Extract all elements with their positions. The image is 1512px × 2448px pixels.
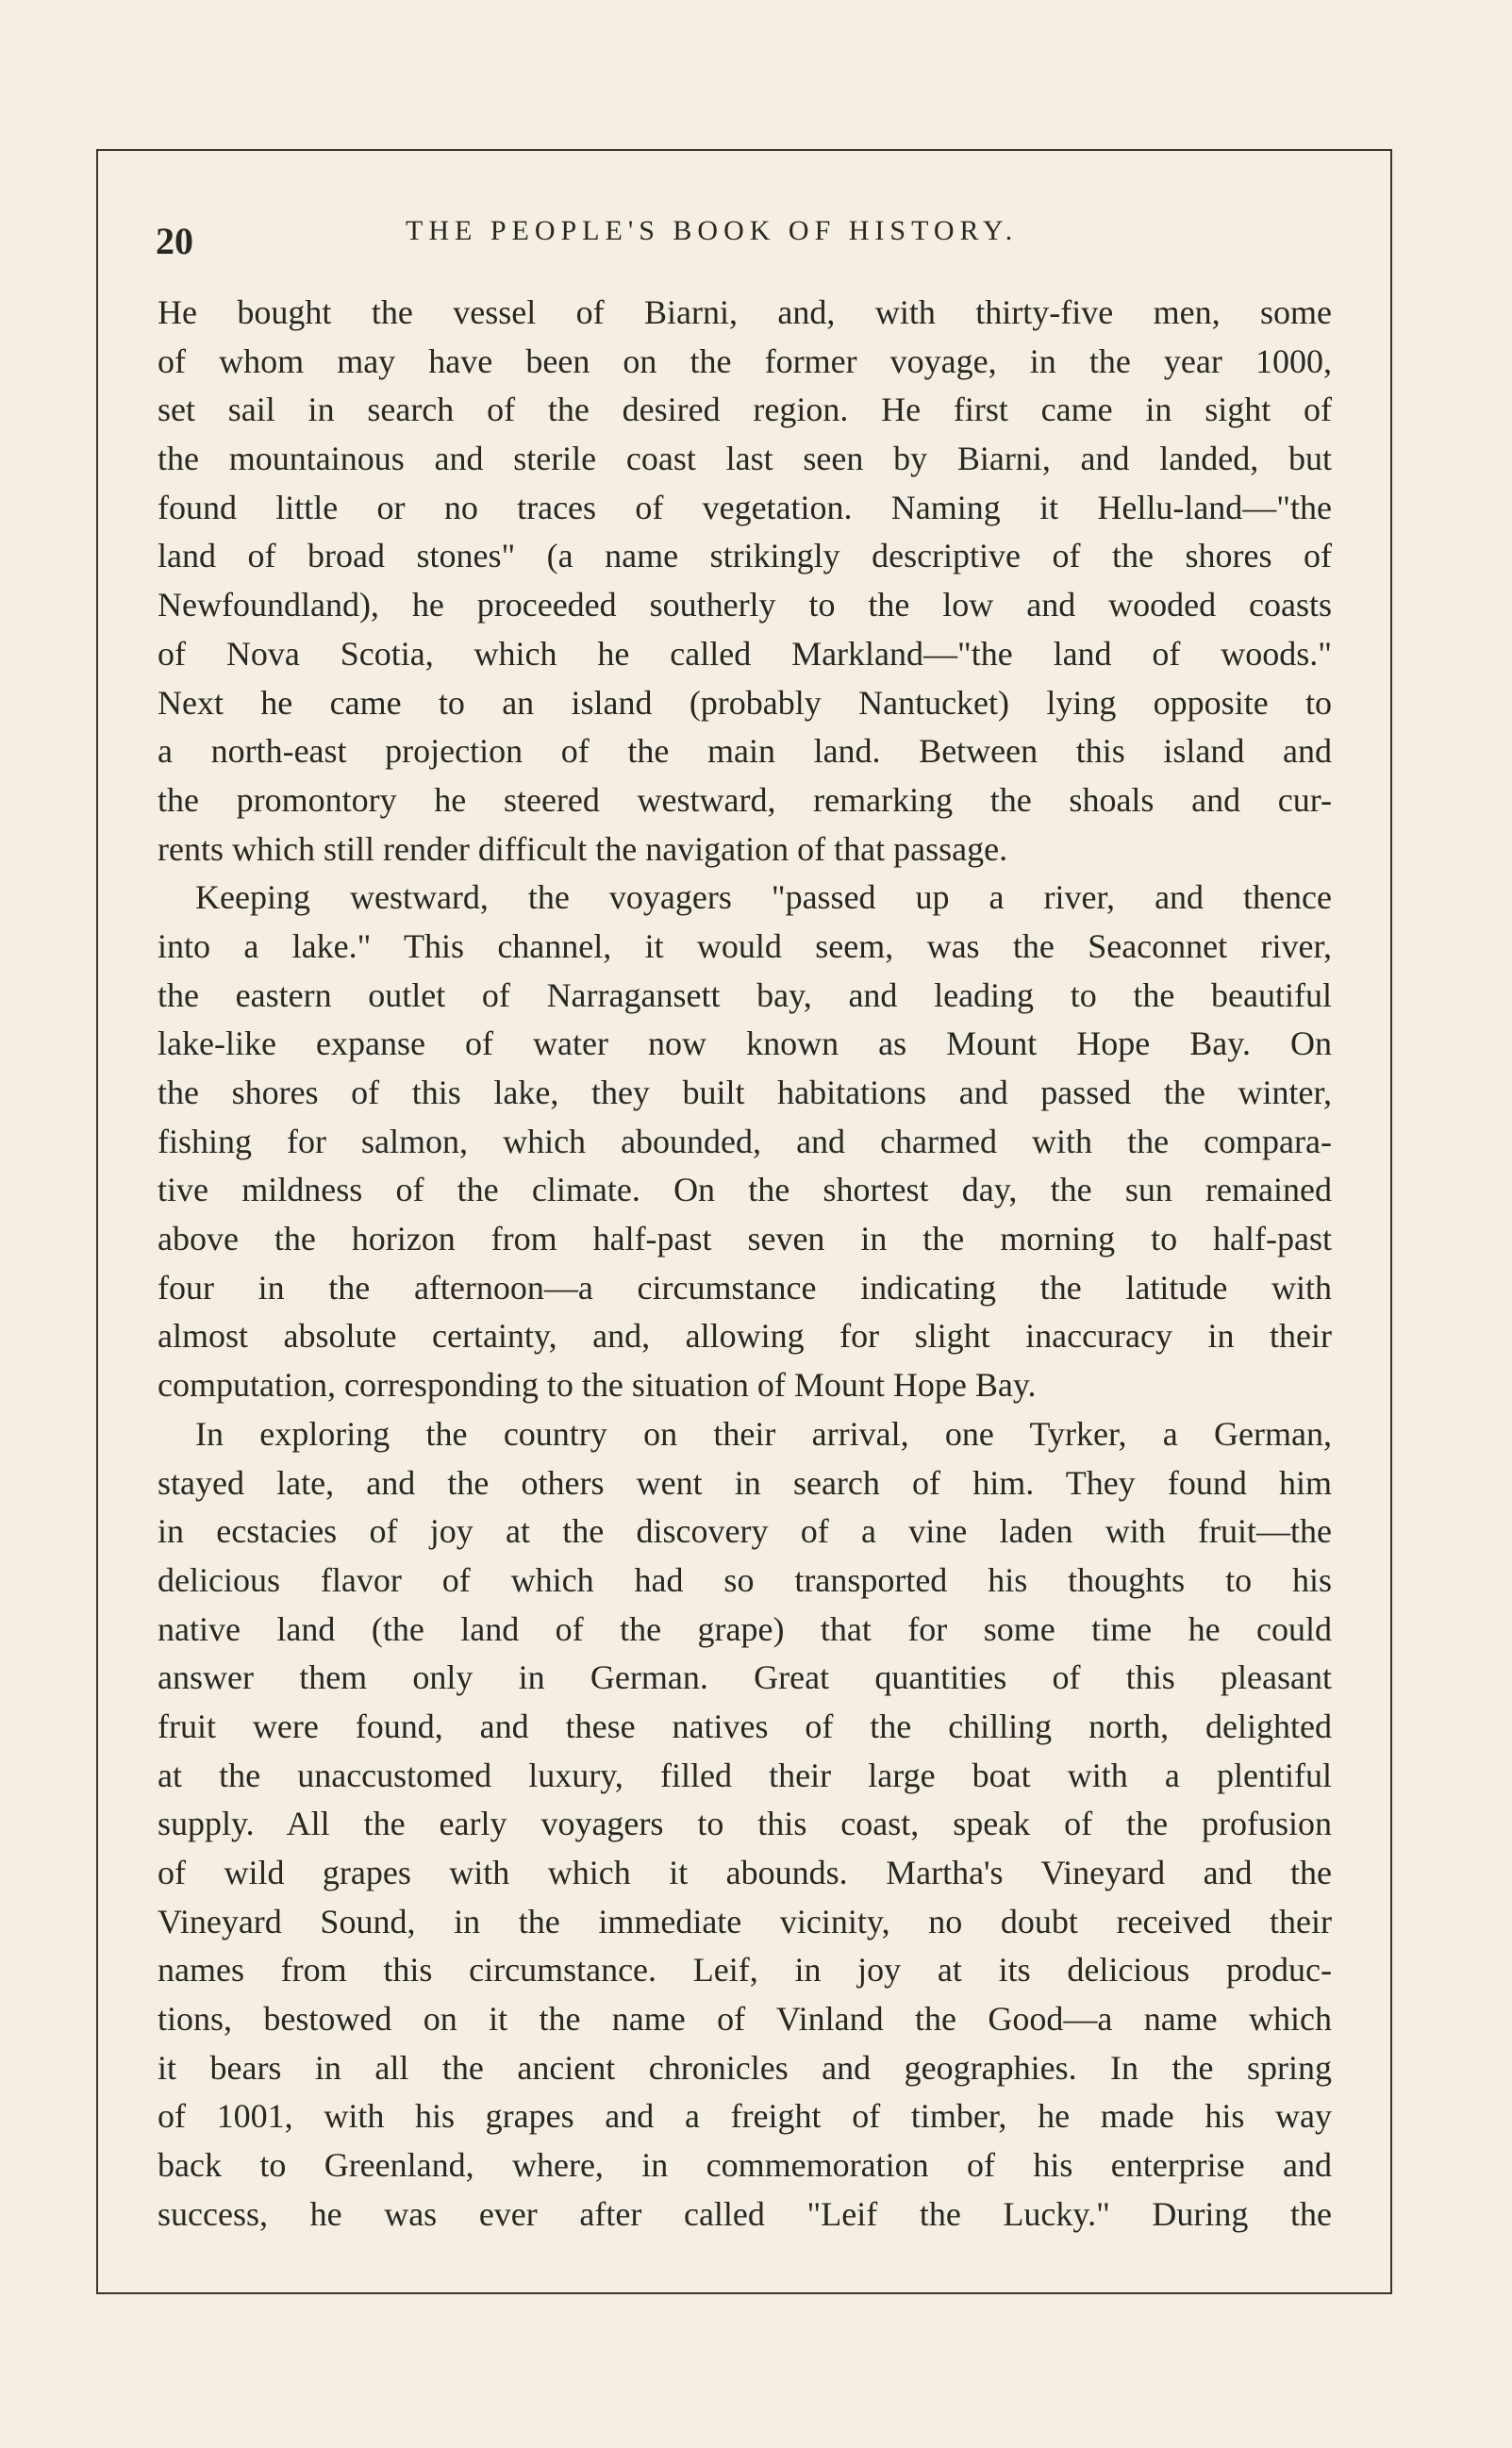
text-line: the promontory he steered westward, remarking the shoals and cur-: [158, 780, 1332, 819]
text-line: it bears in all the ancient chronicles and geographies. In the spring: [158, 2048, 1332, 2087]
text-line: at the unaccustomed luxury, filled their large boat with a plentiful: [158, 1756, 1332, 1794]
text-line: answer them only in German. Great quantities of this pleasant: [158, 1658, 1332, 1697]
text-line: back to Greenland, where, in commemoration of his enterprise and: [158, 2146, 1332, 2185]
text-line: Newfoundland), he proceeded southerly to the low and wooded coasts: [158, 586, 1332, 624]
text-line: fruit were found, and these natives of the chilling north, delighted: [158, 1707, 1332, 1745]
text-line: in ecstacies of joy at the discovery of a vine laden with fruit—the: [158, 1512, 1332, 1551]
text-line: the mountainous and sterile coast last seen by Biarni, and landed, but: [158, 440, 1332, 478]
text-line: fishing for salmon, which abounded, and charmed with the compara-: [158, 1122, 1332, 1160]
page-number: 20: [156, 220, 193, 262]
text-line: of 1001, with his grapes and a freight of timber, he made his way: [158, 2097, 1332, 2136]
text-line: into a lake." This channel, it would seem, was the Seaconnet river,: [158, 926, 1332, 965]
text-line: In exploring the country on their arrival, one Tyrker, a German,: [195, 1414, 1332, 1453]
text-line: lake-like expanse of water now known as Mount Hope Bay. On: [158, 1024, 1332, 1063]
text-line: tions, bestowed on it the name of Vinland the Good—a name which: [158, 2000, 1332, 2039]
text-line: of whom may have been on the former voyage, in the year 1000,: [158, 341, 1332, 380]
text-line: He bought the vessel of Biarni, and, with thirty-five men, some: [158, 293, 1332, 331]
running-head: THE PEOPLE'S BOOK OF HISTORY.: [406, 215, 1019, 246]
text-line: rents which still render difficult the navigation of that passage.: [158, 829, 1008, 868]
text-line: the eastern outlet of Narragansett bay, and leading to the beautiful: [158, 975, 1332, 1014]
text-line: Keeping westward, the voyagers "passed up a river, and thence: [195, 878, 1332, 917]
text-line: Next he came to an island (probably Nantucket) lying opposite to: [158, 683, 1332, 722]
text-line: almost absolute certainty, and, allowing for slight inaccuracy in their: [158, 1317, 1332, 1356]
text-line: computation, corresponding to the situation of Mount Hope Bay.: [158, 1366, 1037, 1405]
text-line: success, he was ever after called "Leif the Lucky." During the: [158, 2194, 1332, 2233]
text-line: stayed late, and the others went in search of him. They found him: [158, 1463, 1332, 1502]
text-line: four in the afternoon—a circumstance indicating the latitude with: [158, 1268, 1332, 1307]
text-line: delicious flavor of which had so transported his thoughts to his: [158, 1560, 1332, 1599]
text-line: the shores of this lake, they built habitations and passed the winter,: [158, 1074, 1332, 1111]
body-text: [158, 289, 1332, 2240]
text-line: Vineyard Sound, in the immediate vicinity, no doubt received their: [158, 1902, 1332, 1940]
text-line: of wild grapes with which it abounds. Martha's Vineyard and the: [158, 1854, 1332, 1891]
text-line: a north-east projection of the main land. Between this island and: [158, 732, 1332, 771]
text-line: supply. All the early voyagers to this coast, speak of the profusion: [158, 1805, 1332, 1843]
text-line: of Nova Scotia, which he called Markland—"the land of woods.": [158, 634, 1332, 673]
text-line: names from this circumstance. Leif, in joy at its delicious produc-: [158, 1951, 1332, 1990]
text-line: set sail in search of the desired region. He first came in sight of: [158, 391, 1332, 429]
text-line: native land (the land of the grape) that for some time he could: [158, 1609, 1332, 1648]
text-line: land of broad stones" (a name strikingly descriptive of the shores of: [158, 537, 1332, 575]
text-line: found little or no traces of vegetation. Naming it Hellu-land—"the: [158, 488, 1332, 526]
text-line: above the horizon from half-past seven in the morning to half-past: [158, 1220, 1332, 1258]
text-line: tive mildness of the climate. On the shortest day, the sun remained: [158, 1171, 1332, 1209]
